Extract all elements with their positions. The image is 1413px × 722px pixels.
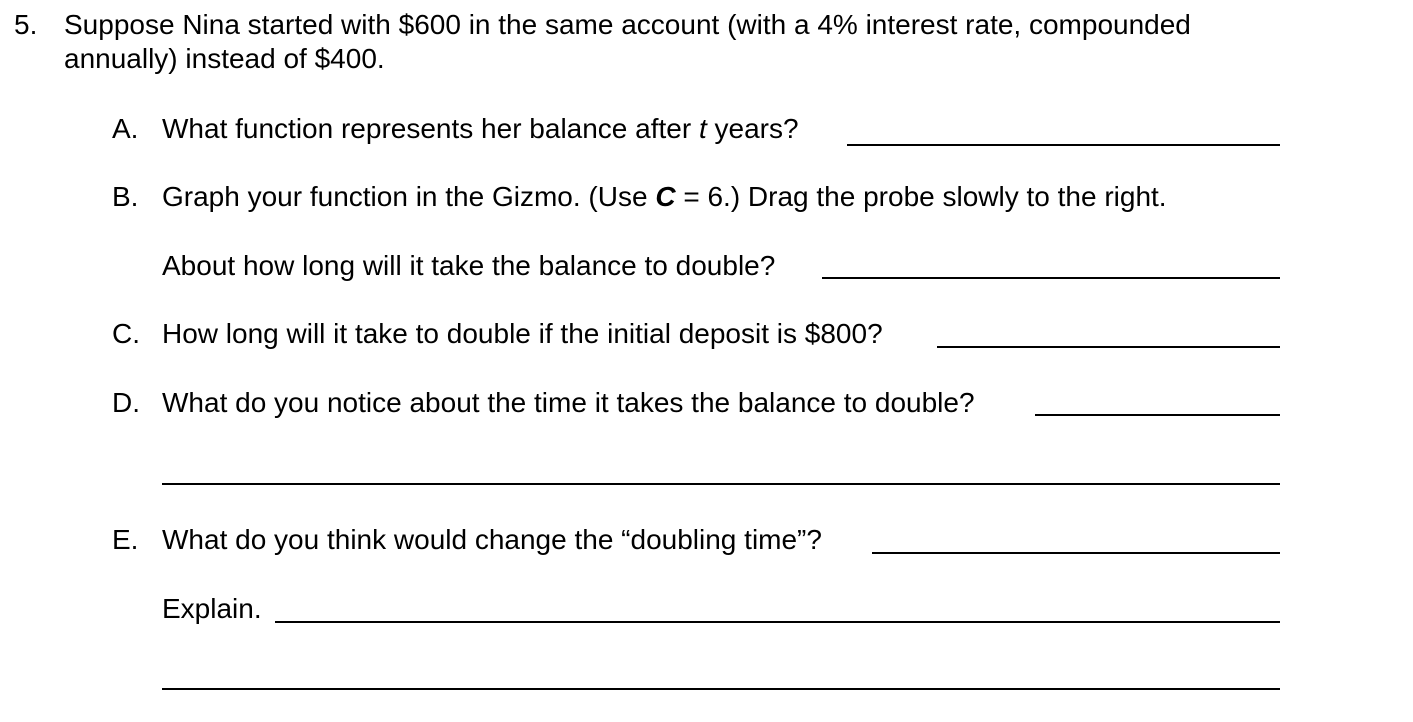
answer-blank-explain-line-2[interactable] xyxy=(162,688,1280,690)
part-b-followup xyxy=(0,249,1413,289)
part-b-text-after: = 6.) Drag the probe slowly to the right. xyxy=(675,181,1167,212)
question-prompt xyxy=(64,8,1294,76)
part-a-text-after: years? xyxy=(706,113,799,144)
part-e-explain-label: Explain. xyxy=(162,593,262,624)
part-d xyxy=(0,386,1413,426)
answer-blank-d-line-2[interactable] xyxy=(162,483,1280,485)
part-e-letter: E. xyxy=(112,524,139,555)
answer-blank-d[interactable] xyxy=(1035,414,1280,416)
question-number: 5. xyxy=(14,9,38,40)
part-a-letter: A. xyxy=(112,113,139,144)
part-d-letter: D. xyxy=(112,387,140,418)
part-b-text-before: Graph your function in the Gizmo. (Use xyxy=(162,181,656,212)
answer-blank-a[interactable] xyxy=(847,144,1280,146)
variable-c: C xyxy=(655,181,676,212)
answer-blank-b[interactable] xyxy=(822,277,1280,279)
part-e-explain xyxy=(0,592,1413,632)
part-c-question: How long will it take to double if the initial deposit is $800? xyxy=(162,318,883,349)
part-b-letter: B. xyxy=(112,181,139,212)
answer-blank-e[interactable] xyxy=(872,552,1280,554)
variable-t: t xyxy=(698,113,707,144)
part-a-question xyxy=(162,112,799,146)
part-b-question xyxy=(162,180,1167,214)
part-d-question: What do you notice about the time it takes the balance to double? xyxy=(162,387,975,418)
part-e-question: What do you think would change the “doubling time”? xyxy=(162,524,822,555)
part-c xyxy=(0,317,1413,357)
part-a-text-before: What function represents her balance after xyxy=(162,113,699,144)
question-prompt-line-2: annually) instead of $400. xyxy=(64,43,385,74)
part-e xyxy=(0,523,1413,563)
part-a xyxy=(0,112,1413,152)
question-prompt-line-1: Suppose Nina started with $600 in the same account (with a 4% interest rate, compounded xyxy=(64,9,1191,40)
part-b-followup-question: About how long will it take the balance to double? xyxy=(162,250,776,281)
part-b xyxy=(0,180,1413,220)
answer-blank-explain[interactable] xyxy=(275,621,1280,623)
part-c-letter: C. xyxy=(112,318,140,349)
answer-blank-c[interactable] xyxy=(937,346,1280,348)
